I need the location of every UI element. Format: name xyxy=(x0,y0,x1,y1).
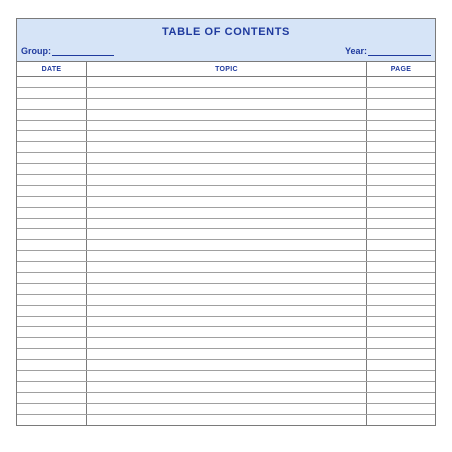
date-cell[interactable] xyxy=(17,218,87,229)
topic-cell[interactable] xyxy=(87,403,367,414)
table-row xyxy=(17,196,435,207)
table-body xyxy=(17,77,435,425)
page-cell[interactable] xyxy=(367,414,436,424)
date-cell[interactable] xyxy=(17,251,87,262)
topic-cell[interactable] xyxy=(87,120,367,131)
table-row xyxy=(17,392,435,403)
date-cell[interactable] xyxy=(17,283,87,294)
page-cell[interactable] xyxy=(367,240,436,251)
topic-cell[interactable] xyxy=(87,316,367,327)
column-header-page: PAGE xyxy=(367,62,436,77)
year-blank-line[interactable] xyxy=(368,47,431,56)
page-cell[interactable] xyxy=(367,164,436,175)
group-blank-line[interactable] xyxy=(52,47,114,56)
page-cell[interactable] xyxy=(367,175,436,186)
table-of-contents-sheet xyxy=(16,18,436,426)
date-cell[interactable] xyxy=(17,338,87,349)
table-row xyxy=(17,305,435,316)
topic-cell[interactable] xyxy=(87,218,367,229)
date-cell[interactable] xyxy=(17,371,87,382)
topic-cell[interactable] xyxy=(87,229,367,240)
table-row xyxy=(17,273,435,284)
date-cell[interactable] xyxy=(17,142,87,153)
date-cell[interactable] xyxy=(17,185,87,196)
date-cell[interactable] xyxy=(17,414,87,424)
topic-cell[interactable] xyxy=(87,131,367,142)
date-cell[interactable] xyxy=(17,327,87,338)
table-row xyxy=(17,283,435,294)
date-cell[interactable] xyxy=(17,98,87,109)
topic-cell[interactable] xyxy=(87,283,367,294)
page-cell[interactable] xyxy=(367,142,436,153)
table-row xyxy=(17,371,435,382)
table-row xyxy=(17,327,435,338)
date-cell[interactable] xyxy=(17,305,87,316)
topic-cell[interactable] xyxy=(87,142,367,153)
table-row xyxy=(17,98,435,109)
page-cell[interactable] xyxy=(367,360,436,371)
table-row xyxy=(17,262,435,273)
table-row xyxy=(17,218,435,229)
topic-cell[interactable] xyxy=(87,305,367,316)
date-cell[interactable] xyxy=(17,262,87,273)
date-cell[interactable] xyxy=(17,392,87,403)
date-cell[interactable] xyxy=(17,175,87,186)
date-cell[interactable] xyxy=(17,381,87,392)
page-cell[interactable] xyxy=(367,207,436,218)
topic-cell[interactable] xyxy=(87,185,367,196)
date-cell[interactable] xyxy=(17,120,87,131)
topic-cell[interactable] xyxy=(87,371,367,382)
date-cell[interactable] xyxy=(17,316,87,327)
group-field[interactable] xyxy=(21,46,114,56)
table-row xyxy=(17,120,435,131)
page-title: TABLE OF CONTENTS xyxy=(162,26,290,38)
topic-cell[interactable] xyxy=(87,294,367,305)
page-cell[interactable] xyxy=(367,131,436,142)
topic-cell[interactable] xyxy=(87,392,367,403)
page-cell[interactable] xyxy=(367,251,436,262)
table-row xyxy=(17,338,435,349)
table-row xyxy=(17,131,435,142)
table-header-row xyxy=(17,62,435,77)
page-cell[interactable] xyxy=(367,98,436,109)
topic-cell[interactable] xyxy=(87,327,367,338)
topic-cell[interactable] xyxy=(87,381,367,392)
date-cell[interactable] xyxy=(17,77,87,88)
page-cell[interactable] xyxy=(367,196,436,207)
table-row xyxy=(17,349,435,360)
table-row xyxy=(17,109,435,120)
table-row xyxy=(17,229,435,240)
page-cell[interactable] xyxy=(367,77,436,88)
table-row xyxy=(17,175,435,186)
topic-cell[interactable] xyxy=(87,262,367,273)
date-cell[interactable] xyxy=(17,229,87,240)
page-cell[interactable] xyxy=(367,327,436,338)
date-cell[interactable] xyxy=(17,360,87,371)
table-row xyxy=(17,240,435,251)
date-cell[interactable] xyxy=(17,294,87,305)
page-cell[interactable] xyxy=(367,403,436,414)
page-cell[interactable] xyxy=(367,338,436,349)
table-row xyxy=(17,294,435,305)
table-row xyxy=(17,316,435,327)
group-label: Group: xyxy=(21,46,51,56)
page-cell[interactable] xyxy=(367,294,436,305)
topic-cell[interactable] xyxy=(87,360,367,371)
topic-cell[interactable] xyxy=(87,207,367,218)
topic-cell[interactable] xyxy=(87,240,367,251)
table-row xyxy=(17,207,435,218)
topic-cell[interactable] xyxy=(87,109,367,120)
topic-cell[interactable] xyxy=(87,196,367,207)
date-cell[interactable] xyxy=(17,131,87,142)
column-header-topic: TOPIC xyxy=(87,62,367,77)
date-cell[interactable] xyxy=(17,164,87,175)
topic-cell[interactable] xyxy=(87,349,367,360)
page-cell[interactable] xyxy=(367,109,436,120)
date-cell[interactable] xyxy=(17,153,87,164)
page-cell[interactable] xyxy=(367,153,436,164)
page-cell[interactable] xyxy=(367,185,436,196)
topic-cell[interactable] xyxy=(87,175,367,186)
page-cell[interactable] xyxy=(367,316,436,327)
topic-cell[interactable] xyxy=(87,98,367,109)
page-cell[interactable] xyxy=(367,381,436,392)
topic-cell[interactable] xyxy=(87,251,367,262)
table-row xyxy=(17,153,435,164)
year-label: Year: xyxy=(344,46,367,56)
topic-cell[interactable] xyxy=(87,273,367,284)
table-row xyxy=(17,185,435,196)
page-cell[interactable] xyxy=(367,283,436,294)
page-cell[interactable] xyxy=(367,229,436,240)
table-row xyxy=(17,381,435,392)
table-row xyxy=(17,360,435,371)
table-row xyxy=(17,142,435,153)
year-field[interactable] xyxy=(345,46,431,56)
page-cell[interactable] xyxy=(367,120,436,131)
sheet-header xyxy=(17,19,435,62)
column-header-date: DATE xyxy=(17,62,87,77)
table-row xyxy=(17,251,435,262)
table-row xyxy=(17,77,435,88)
date-cell[interactable] xyxy=(17,87,87,98)
topic-cell[interactable] xyxy=(87,153,367,164)
page-cell[interactable] xyxy=(367,87,436,98)
page-cell[interactable] xyxy=(367,349,436,360)
page-cell[interactable] xyxy=(367,273,436,284)
page-cell[interactable] xyxy=(367,392,436,403)
date-cell[interactable] xyxy=(17,207,87,218)
topic-cell[interactable] xyxy=(87,414,367,424)
contents-table xyxy=(17,62,435,425)
date-cell[interactable] xyxy=(17,349,87,360)
page-cell[interactable] xyxy=(367,262,436,273)
page-cell[interactable] xyxy=(367,305,436,316)
table-row xyxy=(17,164,435,175)
date-cell[interactable] xyxy=(17,109,87,120)
date-cell[interactable] xyxy=(17,240,87,251)
date-cell[interactable] xyxy=(17,273,87,284)
page-cell[interactable] xyxy=(367,371,436,382)
page-cell[interactable] xyxy=(367,218,436,229)
topic-cell[interactable] xyxy=(87,77,367,88)
date-cell[interactable] xyxy=(17,196,87,207)
date-cell[interactable] xyxy=(17,403,87,414)
topic-cell[interactable] xyxy=(87,338,367,349)
topic-cell[interactable] xyxy=(87,164,367,175)
table-row xyxy=(17,414,435,424)
table-row xyxy=(17,87,435,98)
table-row xyxy=(17,403,435,414)
topic-cell[interactable] xyxy=(87,87,367,98)
